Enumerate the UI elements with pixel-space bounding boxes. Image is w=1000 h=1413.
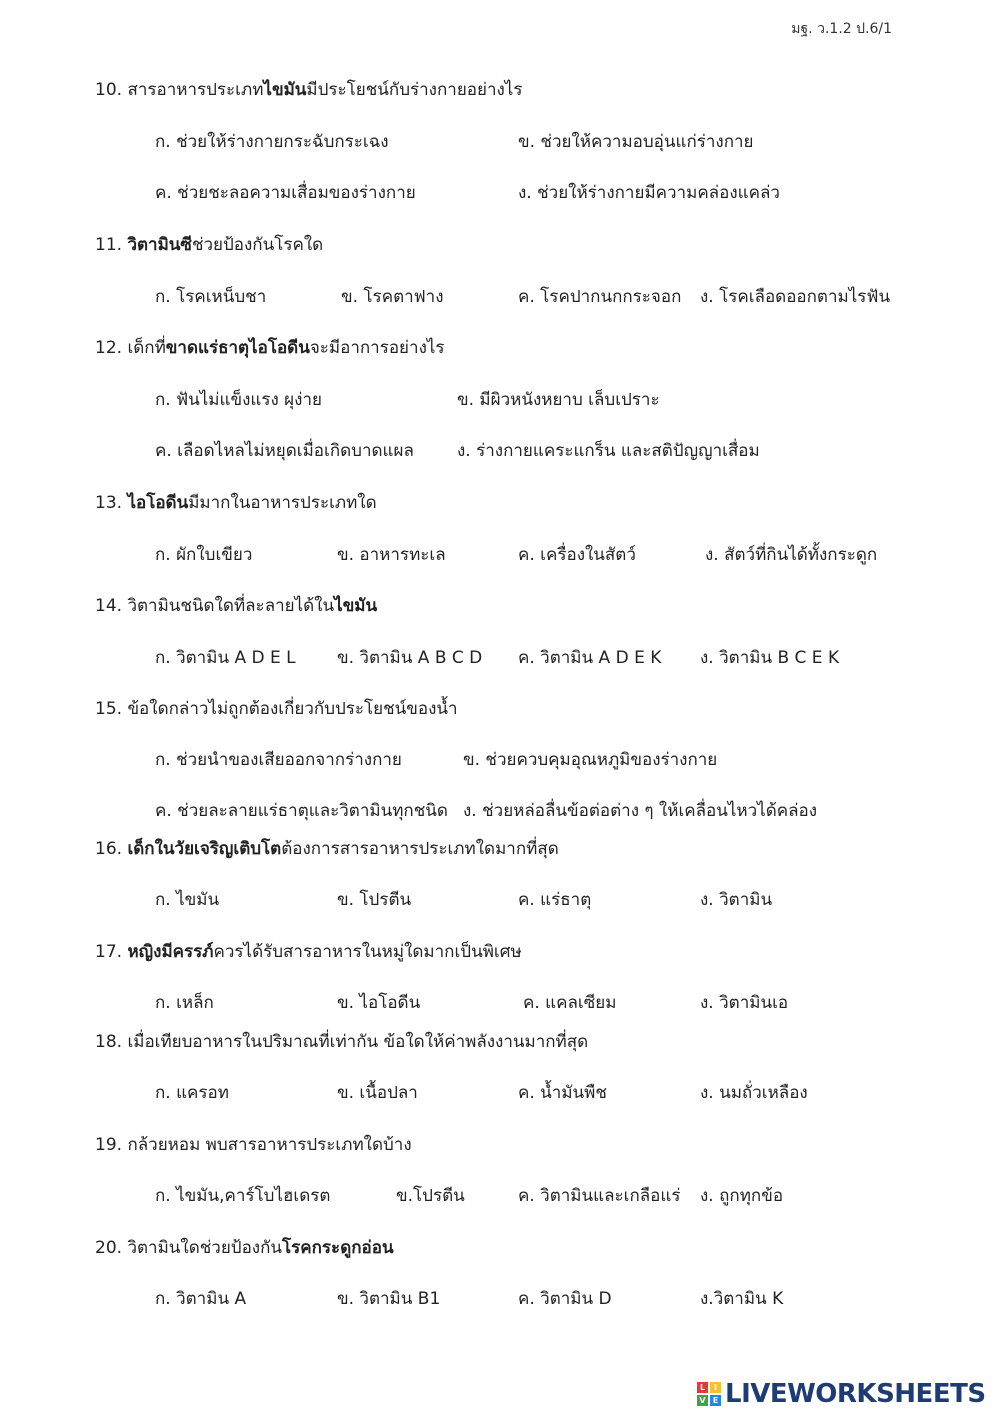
question-15-option-a[interactable]: ก. ช่วยนำของเสียออกจากร่างกาย: [155, 750, 402, 770]
question-19-option-a[interactable]: ก. ไขมัน,คาร์โบไฮเดรต: [155, 1186, 331, 1206]
question-17: 17. หญิงมีครรภ์ควรได้รับสารอาหารในหมู่ใดมากเป็นพิเศษ: [95, 942, 522, 962]
question-16: 16. เด็กในวัยเจริญเติบโตต้องการสารอาหารประเภทใดมากที่สุด: [95, 839, 559, 859]
question-11-option-c[interactable]: ค. โรคปากนกกระจอก: [518, 287, 682, 307]
question-17-option-a[interactable]: ก. เหล็ก: [155, 993, 214, 1013]
question-11-option-d[interactable]: ง. โรคเลือดออกตามไรฟัน: [700, 287, 891, 307]
question-14: 14. วิตามินชนิดใดที่ละลายได้ในไขมัน: [95, 596, 378, 616]
question-11-option-a[interactable]: ก. โรคเหน็บชา: [155, 287, 267, 307]
question-17-option-c[interactable]: ค. แคลเซียม: [523, 993, 617, 1013]
question-19: 19. กล้วยหอม พบสารอาหารประเภทใดบ้าง: [95, 1135, 412, 1155]
question-12-option-b[interactable]: ข. มีผิวหนังหยาบ เล็บเปราะ: [457, 390, 660, 410]
question-15: 15. ข้อใดกล่าวไม่ถูกต้องเกี่ยวกับประโยชน์ของน้ำ: [95, 699, 458, 719]
liveworksheets-logo-text: LIVEWORKSHEETS: [725, 1379, 986, 1409]
question-16-option-b[interactable]: ข. โปรตีน: [337, 890, 412, 910]
question-12-option-c[interactable]: ค. เลือดไหลไม่หยุดเมื่อเกิดบาดแผล: [155, 441, 414, 461]
question-19-option-d[interactable]: ง. ถูกทุกข้อ: [700, 1186, 784, 1206]
question-18-option-a[interactable]: ก. แครอท: [155, 1083, 229, 1103]
question-20-option-a[interactable]: ก. วิตามิน A: [155, 1289, 247, 1309]
question-10-option-a[interactable]: ก. ช่วยให้ร่างกายกระฉับกระเฉง: [155, 132, 389, 152]
question-14-option-b[interactable]: ข. วิตามิน A B C D: [337, 648, 483, 668]
question-18-option-d[interactable]: ง. นมถั่วเหลือง: [700, 1083, 808, 1103]
question-19-option-c[interactable]: ค. วิตามินและเกลือแร่: [518, 1186, 681, 1206]
liveworksheets-logo[interactable]: [697, 1378, 986, 1410]
question-15-option-c[interactable]: ค. ช่วยละลายแร่ธาตุและวิตามินทุกชนิด: [155, 801, 448, 821]
question-20: 20. วิตามินใดช่วยป้องกันโรคกระดูกอ่อน: [95, 1238, 394, 1258]
question-16-option-d[interactable]: ง. วิตามิน: [700, 890, 773, 910]
question-14-option-a[interactable]: ก. วิตามิน A D E L: [155, 648, 296, 668]
question-12-option-a[interactable]: ก. ฟันไม่แข็งแรง ผุง่าย: [155, 390, 322, 410]
question-20-option-b[interactable]: ข. วิตามิน B1: [337, 1289, 441, 1309]
question-18-option-c[interactable]: ค. น้ำมันพืช: [518, 1083, 607, 1103]
question-17-option-d[interactable]: ง. วิตามินเอ: [700, 993, 789, 1013]
question-10-option-d[interactable]: ง. ช่วยให้ร่างกายมีความคล่องแคล่ว: [518, 183, 780, 203]
question-10-option-b[interactable]: ข. ช่วยให้ความอบอุ่นแก่ร่างกาย: [518, 132, 754, 152]
page-code-header: มฐ. ว.1.2 ป.6/1: [791, 21, 892, 37]
question-20-option-d[interactable]: ง.วิตามิน K: [700, 1289, 784, 1309]
question-10-option-c[interactable]: ค. ช่วยชะลอความเสื่อมของร่างกาย: [155, 183, 416, 203]
question-13-option-c[interactable]: ค. เครื่องในสัตว์: [518, 545, 636, 565]
question-13-option-d[interactable]: ง. สัตว์ที่กินได้ทั้งกระดูก: [705, 545, 878, 565]
logo-block-i: I: [710, 1382, 721, 1393]
question-13-option-b[interactable]: ข. อาหารทะเล: [337, 545, 446, 565]
question-19-option-b[interactable]: ข.โปรตีน: [396, 1186, 465, 1206]
logo-block-l: L: [697, 1382, 708, 1393]
question-14-option-d[interactable]: ง. วิตามิน B C E K: [700, 648, 840, 668]
question-15-option-b[interactable]: ข. ช่วยควบคุมอุณหภูมิของร่างกาย: [463, 750, 718, 770]
question-10: 10. สารอาหารประเภทไขมันมีประโยชน์กับร่างกายอย่างไร: [95, 80, 523, 100]
liveworksheets-logo-icon: [697, 1382, 721, 1406]
logo-block-v: V: [697, 1395, 708, 1406]
question-12-option-d[interactable]: ง. ร่างกายแคระแกร็น และสติปัญญาเสื่อม: [457, 441, 760, 461]
question-13-option-a[interactable]: ก. ผักใบเขียว: [155, 545, 253, 565]
question-15-option-d[interactable]: ง. ช่วยหล่อลื่นข้อต่อต่าง ๆ ให้เคลื่อนไหวได้คล่อง: [463, 801, 818, 821]
question-16-option-c[interactable]: ค. แร่ธาตุ: [518, 890, 592, 910]
question-16-option-a[interactable]: ก. ไขมัน: [155, 890, 220, 910]
question-20-option-c[interactable]: ค. วิตามิน D: [518, 1289, 612, 1309]
question-17-option-b[interactable]: ข. ไอโอดีน: [337, 993, 421, 1013]
question-14-option-c[interactable]: ค. วิตามิน A D E K: [518, 648, 662, 668]
question-18-option-b[interactable]: ข. เนื้อปลา: [337, 1083, 418, 1103]
question-18: 18. เมื่อเทียบอาหารในปริมาณที่เท่ากัน ข้อใดให้ค่าพลังงานมากที่สุด: [95, 1032, 589, 1052]
logo-block-e: E: [710, 1395, 721, 1406]
question-11: 11. วิตามินซีช่วยป้องกันโรคใด: [95, 235, 324, 255]
question-12: 12. เด็กที่ขาดแร่ธาตุไอโอดีนจะมีอาการอย่างไร: [95, 338, 445, 358]
question-13: 13. ไอโอดีนมีมากในอาหารประเภทใด: [95, 493, 377, 513]
question-11-option-b[interactable]: ข. โรคตาฟาง: [341, 287, 444, 307]
